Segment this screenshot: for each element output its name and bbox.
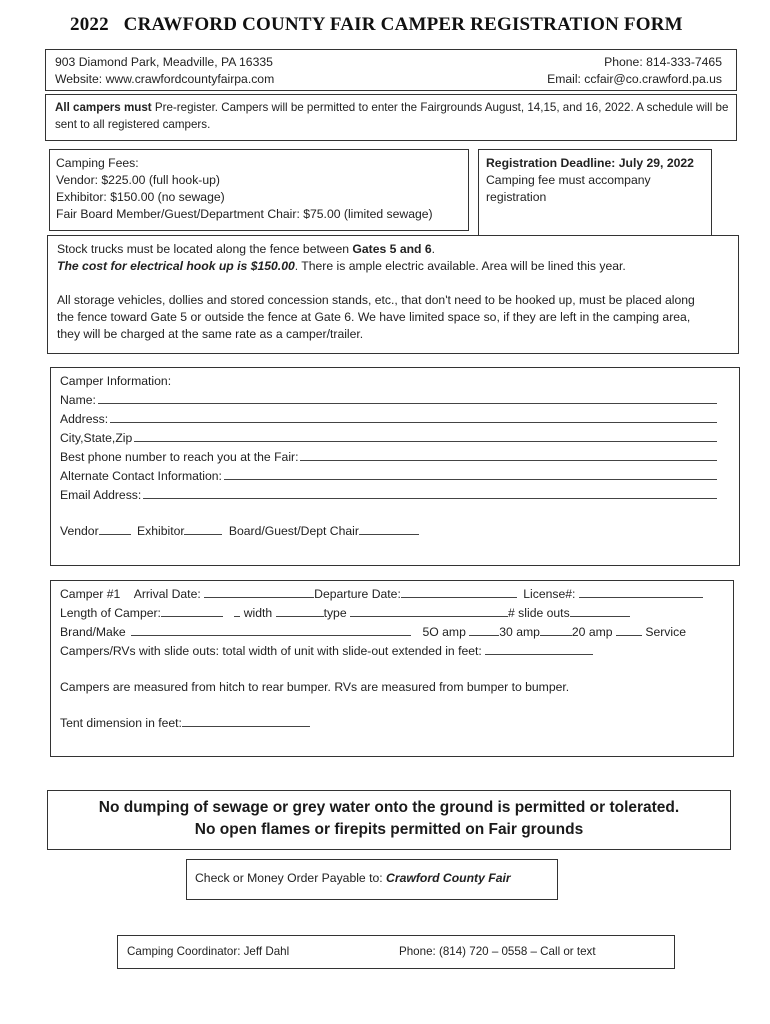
electric-note-text: . There is ample electric available. Area will be lined this year. xyxy=(294,259,626,273)
service-label: Service xyxy=(645,625,686,639)
phone-text: Phone: 814-333-7465 xyxy=(604,55,722,69)
amp30-field[interactable] xyxy=(540,624,572,636)
storage-text-3: they will be charged at the same rate as a camper/trailer. xyxy=(57,327,364,341)
slide-field[interactable] xyxy=(570,605,630,617)
slide-label: # slide outs xyxy=(508,606,570,620)
name-label: Name: xyxy=(60,393,96,407)
fee-vendor: Vendor: $225.00 (full hook-up) xyxy=(56,173,220,187)
coordinator-box xyxy=(117,935,675,969)
measured-text: Campers are measured from hitch to rear bumper. RVs are measured from bumper to bumper. xyxy=(60,680,570,694)
alternate-label: Alternate Contact Information: xyxy=(60,469,222,483)
deadline-box xyxy=(478,149,712,236)
stock-trucks-text: Stock trucks must be located along the fence between xyxy=(57,242,353,256)
tent-label: Tent dimension in feet: xyxy=(60,716,182,730)
width-blank[interactable] xyxy=(234,605,240,617)
website-text: Website: www.crawfordcountyfairpa.com xyxy=(55,72,275,86)
board-field[interactable] xyxy=(359,523,419,535)
width-label: width xyxy=(243,606,273,620)
camper1-box xyxy=(50,580,734,757)
phone-label: Best phone number to reach you at the Fair: xyxy=(60,450,299,464)
fees-box xyxy=(49,149,469,231)
storage-text-1: All storage vehicles, dollies and stored concession stands, etc., that don't need to be hooked up, must be placed along xyxy=(57,293,695,307)
brand-label: Brand/Make xyxy=(60,625,126,639)
rules-box xyxy=(47,235,739,354)
board-label: Board/Guest/Dept Chair xyxy=(228,524,359,538)
name-field[interactable] xyxy=(98,392,717,404)
length-label: Length of Camper: xyxy=(60,606,161,620)
vendor-field[interactable] xyxy=(99,523,131,535)
preregister-text-2: sent to all registered campers. xyxy=(55,118,211,131)
type-label: type xyxy=(323,606,347,620)
payable-text: Check or Money Order Payable to: xyxy=(195,871,387,885)
slideout-width-label: Campers/RVs with slide outs: total width of unit with slide-out extended in feet: xyxy=(60,644,482,658)
preregister-bold: All campers must xyxy=(55,101,152,114)
storage-text-2: the fence toward Gate 5 or outside the fence at Gate 6. We have limited space so, if they are left in the camping area, xyxy=(57,310,691,324)
deadline-line-1: Camping fee must accompany xyxy=(486,173,651,187)
arrival-field[interactable] xyxy=(204,586,314,598)
payee-text: Crawford County Fair xyxy=(386,871,511,885)
amp20-field[interactable] xyxy=(616,624,642,636)
city-label: City,State,Zip xyxy=(60,431,133,445)
notice-line-1: No dumping of sewage or grey water onto the ground is permitted or tolerated. xyxy=(98,799,680,816)
amp50-field[interactable] xyxy=(469,624,499,636)
amp30-label: 30 amp xyxy=(499,625,540,639)
coordinator-phone: Phone: (814) 720 – 0558 – Call or text xyxy=(399,945,596,958)
license-field[interactable] xyxy=(579,586,703,598)
vendor-label: Vendor xyxy=(60,524,99,538)
slideout-width-field[interactable] xyxy=(485,643,593,655)
exhibitor-label: Exhibitor xyxy=(137,524,185,538)
electric-cost-text: The cost for electrical hook up is $150.00 xyxy=(57,259,295,273)
fees-heading: Camping Fees: xyxy=(56,156,139,170)
brand-field[interactable] xyxy=(131,624,411,636)
address-text: 903 Diamond Park, Meadville, PA 16335 xyxy=(55,55,273,69)
address-label: Address: xyxy=(60,412,109,426)
camper-info-box xyxy=(50,367,740,566)
address-field[interactable] xyxy=(110,411,717,423)
alternate-field[interactable] xyxy=(224,468,717,480)
deadline-heading: Registration Deadline: July 29, 2022 xyxy=(486,156,694,170)
departure-label: Departure Date: xyxy=(314,587,401,601)
gates-text: Gates 5 and 6 xyxy=(352,242,432,256)
amp20-label: 20 amp xyxy=(571,625,613,639)
email-field[interactable] xyxy=(143,487,717,499)
deadline-line-2: registration xyxy=(486,190,547,204)
email-text: Email: ccfair@co.crawford.pa.us xyxy=(547,72,722,86)
preregister-box xyxy=(45,94,737,141)
preregister-text-1: Pre-register. Campers will be permitted to enter the Fairgrounds August, 14,15, and 16, 2022. A schedule will be xyxy=(151,101,729,114)
payable-box xyxy=(186,859,558,900)
length-field[interactable] xyxy=(161,605,223,617)
type-field[interactable] xyxy=(350,605,508,617)
camper-info-heading: Camper Information: xyxy=(60,374,172,388)
departure-field[interactable] xyxy=(401,586,517,598)
license-label: License#: xyxy=(523,587,576,601)
coordinator-name: Camping Coordinator: Jeff Dahl xyxy=(127,945,290,958)
email-label: Email Address: xyxy=(60,488,142,502)
stock-trucks-end: . xyxy=(431,242,436,256)
city-field[interactable] xyxy=(134,430,717,442)
amp50-label: 5O amp xyxy=(422,625,466,639)
fee-board: Fair Board Member/Guest/Department Chair: $75.00 (limited sewage) xyxy=(56,207,433,221)
exhibitor-field[interactable] xyxy=(184,523,222,535)
notice-line-2: No open flames or firepits permitted on Fair grounds xyxy=(194,821,584,838)
tent-field[interactable] xyxy=(182,715,310,727)
fee-exhibitor: Exhibitor: $150.00 (no sewage) xyxy=(56,190,225,204)
width-field[interactable] xyxy=(276,605,324,617)
arrival-label: Arrival Date: xyxy=(133,587,201,601)
camper1-label: Camper #1 xyxy=(60,587,121,601)
form-title: 2022 CRAWFORD COUNTY FAIR CAMPER REGISTRATION FORM xyxy=(70,14,683,35)
notice-box xyxy=(47,790,731,850)
phone-field[interactable] xyxy=(300,449,717,461)
contact-box xyxy=(45,49,737,91)
